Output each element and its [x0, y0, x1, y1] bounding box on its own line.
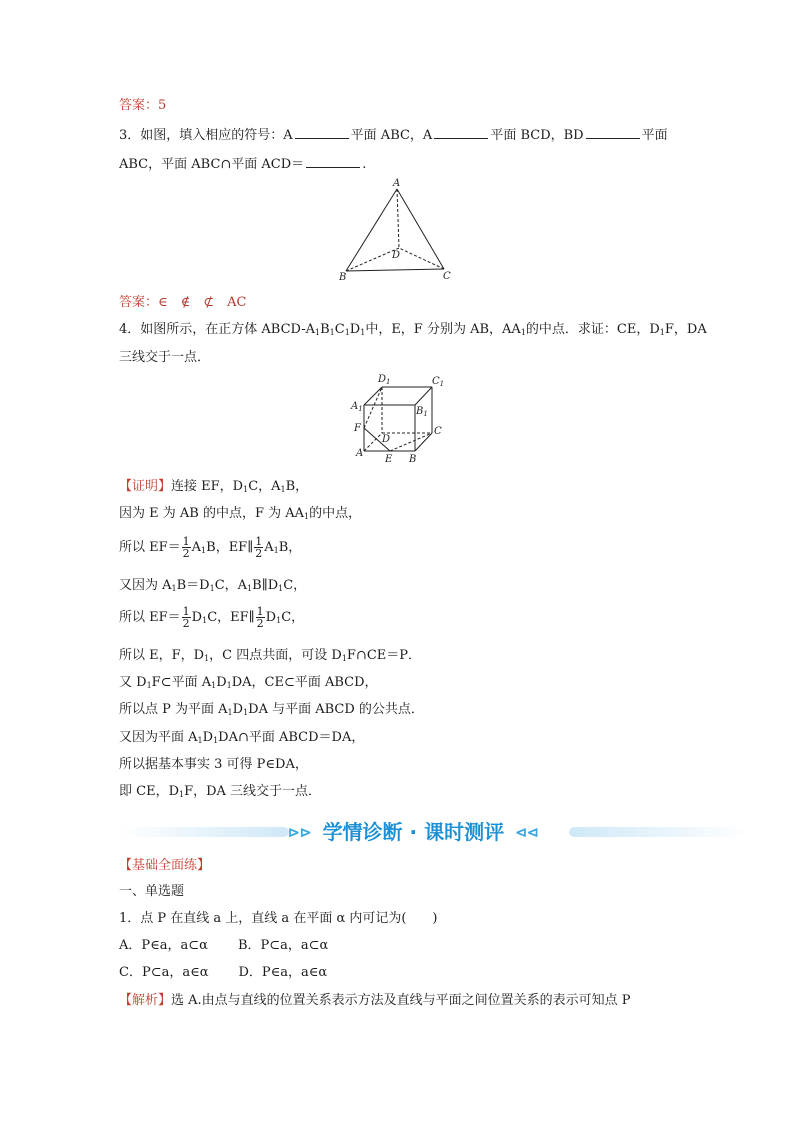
p2-t2: 的中点，	[309, 506, 362, 521]
q4-s5: 1	[344, 328, 350, 337]
proof-line-2	[119, 505, 361, 523]
q4-s7: 1	[360, 328, 366, 337]
fig4-label-d1: $D_1$	[378, 374, 391, 386]
answer-value: ∈ ∉ ⊄ AC	[158, 295, 247, 310]
q4-s11: 1	[659, 328, 665, 337]
p5-t1: D	[191, 610, 203, 625]
q4-line2: 三线交于一点．	[119, 350, 211, 365]
q3-text-c: 平面 BCD，BD	[490, 128, 584, 143]
analysis-text: 选 A.由点与直线的位置关系表示方法及直线与平面之间位置关系的表示可知点 P	[171, 993, 631, 1008]
fraction-half	[182, 536, 191, 559]
p5-t4: D	[265, 610, 277, 625]
frac-den: 2	[182, 547, 190, 560]
proof-line-1	[119, 478, 308, 496]
q3-line2	[119, 155, 366, 174]
p8-t4: DA 与平面 ABCD 的公共点．	[248, 702, 424, 717]
p6-t2: ，C 四点共面，可设 D	[209, 648, 342, 663]
proof-line-4	[119, 577, 306, 595]
p4-t4: C，A	[214, 578, 248, 593]
proof-line-6	[119, 647, 421, 665]
banner	[288, 818, 539, 846]
proof-line-8	[119, 701, 424, 719]
p7-s5: 1	[226, 681, 232, 690]
p7-s1: 1	[146, 681, 152, 690]
section-heading: 一、单选题	[119, 884, 185, 899]
p5-s5: 1	[276, 616, 282, 625]
frac-num: 1	[256, 605, 264, 618]
p8-s3: 1	[243, 708, 249, 717]
q4-t0: 4．如图所示，在正方体 ABCD-A	[119, 322, 315, 337]
frac-den: 2	[255, 547, 263, 560]
q3-blank-2	[434, 126, 488, 139]
fig3-label-b: B	[339, 272, 347, 283]
fig3-label-c: C	[443, 271, 451, 282]
p1-s3: 1	[280, 485, 286, 494]
banner-title: 学情诊断 · 课时测评	[322, 820, 505, 844]
p5-t6: C，	[281, 610, 305, 625]
p6-s3: 1	[341, 654, 347, 663]
option-d: D．P∈a，a∈α	[238, 965, 328, 980]
p8-t0: 所以点 P 为平面 A	[119, 702, 228, 717]
q4-s3: 1	[329, 328, 335, 337]
answer-label: 答案：	[119, 295, 159, 310]
p6-t4: F∩CE＝P．	[346, 648, 422, 663]
analysis	[119, 992, 631, 1010]
fraction-half	[254, 536, 263, 559]
cube-figure	[348, 372, 448, 464]
fig4-label-b1: $B_1$	[416, 406, 428, 418]
p4-s7: 1	[278, 584, 284, 593]
question-1: 1．点 P 在直线 a 上，直线 a 在平面 α 内可记为( )	[119, 911, 438, 926]
options-row-2	[119, 964, 327, 982]
p8-s1: 1	[227, 708, 233, 717]
frac-num: 1	[182, 605, 190, 618]
option-b: B．P⊂a，a⊂α	[237, 938, 329, 953]
p1-t2: C，A	[248, 479, 281, 494]
p11-t2: F，DA 三线交于一点．	[184, 784, 322, 799]
p4-t6: B∥D	[252, 578, 279, 593]
p7-t4: D	[216, 675, 227, 690]
p11-s1: 1	[179, 790, 185, 799]
p5-s2: 1	[202, 616, 208, 625]
fig4-label-a: A	[356, 448, 364, 459]
p5-t0: 所以 EF＝	[119, 610, 181, 625]
analysis-tag: 【解析】	[119, 993, 172, 1008]
frac-num: 1	[182, 535, 190, 548]
p4-s1: 1	[171, 584, 177, 593]
p4-t2: B＝D	[176, 578, 210, 593]
answer-q3	[119, 294, 247, 312]
frac-den: 2	[256, 617, 264, 630]
p7-s3: 1	[211, 681, 217, 690]
fig4-label-c1: $C_1$	[432, 376, 445, 388]
q3-line1	[119, 126, 668, 145]
q3-blank-3	[586, 126, 640, 139]
answer-value: 5	[158, 98, 167, 113]
q4-t8: 中，E，F 分别为 AB，AA	[365, 322, 521, 337]
options-row-1	[119, 937, 328, 955]
p7-t0: 又 D	[119, 675, 147, 690]
fraction-half	[256, 606, 265, 629]
p3-s2: 1	[201, 546, 207, 555]
proof-line-9	[119, 729, 364, 747]
fig4-label-d: D	[382, 434, 391, 445]
proof-line-3	[119, 535, 301, 561]
answer-prev	[119, 97, 166, 115]
banner-left-arrow-icon: ⊳⊳	[288, 825, 312, 841]
q3-blank-4	[306, 155, 360, 168]
fig4-label-f: F	[354, 423, 361, 434]
q3-text-b: 平面 ABC，A	[350, 128, 433, 143]
frac-den: 2	[182, 617, 190, 630]
banner-right-arrow-icon: ⊲⊲	[515, 825, 539, 841]
q3-blank-1	[295, 126, 349, 139]
q4-t10: 的中点．求证：CE，D	[525, 322, 660, 337]
p5-t3: C，EF∥	[207, 610, 255, 625]
p3-t3: B，EF∥	[206, 540, 254, 555]
tetrahedron-figure	[336, 176, 456, 286]
p4-t0: 又因为 A	[119, 578, 172, 593]
q4-s9: 1	[520, 328, 526, 337]
q3-text-a: 3．如图，填入相应的符号：A	[119, 128, 293, 143]
p9-t4: DA∩平面 ABCD＝DA，	[218, 730, 365, 745]
p11-t0: 即 CE，D	[119, 784, 179, 799]
p3-t0: 所以 EF＝	[119, 540, 181, 555]
option-a: A．P∈a，a⊂α	[119, 938, 208, 953]
q4-t12: F，DA	[664, 322, 707, 337]
p3-t4: A	[264, 540, 274, 555]
p6-t0: 所以 E，F，D	[119, 648, 205, 663]
proof-line-11	[119, 783, 321, 801]
fig4-label-a1: $A_1$	[351, 401, 363, 413]
p7-t2: F⊂平面 A	[151, 675, 212, 690]
proof-tag: 【证明】	[119, 479, 172, 494]
p1-s1: 1	[243, 485, 249, 494]
p3-t6: B，	[278, 540, 302, 555]
p7-t6: DA，CE⊂平面 ABCD，	[231, 675, 378, 690]
q4-line1	[119, 321, 707, 339]
p1-t4: B，	[285, 479, 309, 494]
p4-s3: 1	[209, 584, 215, 593]
fig4-label-e: E	[385, 454, 393, 464]
q4-t2: B	[320, 322, 330, 337]
p9-s1: 1	[197, 736, 203, 745]
p6-s1: 1	[204, 654, 210, 663]
section-tag: 【基础全面练】	[119, 858, 211, 873]
p4-s5: 1	[247, 584, 253, 593]
p2-t0: 因为 E 为 AB 的中点，F 为 AA	[119, 506, 305, 521]
proof-line-5	[119, 605, 304, 631]
p9-t2: D	[202, 730, 214, 745]
q3-text-f: .	[362, 157, 367, 172]
p2-s1: 1	[304, 512, 310, 521]
q4-t6: D	[349, 322, 361, 337]
frac-num: 1	[255, 535, 263, 548]
q4-s1: 1	[314, 328, 321, 337]
p8-t2: D	[232, 702, 244, 717]
p1-t0: 连接 EF，D	[171, 479, 244, 494]
proof-line-7	[119, 674, 378, 692]
p4-t8: C，	[283, 578, 307, 593]
q3-text-d: 平面	[641, 128, 668, 143]
option-c: C．P⊂a，a∈α	[119, 965, 209, 980]
p3-s5: 1	[273, 546, 279, 555]
fig4-label-c: C	[434, 426, 442, 437]
p9-t0: 又因为平面 A	[119, 730, 198, 745]
proof-line-10: 所以据基本事实 3 可得 P∈DA，	[119, 757, 308, 772]
answer-label: 答案：	[119, 98, 159, 113]
fig4-label-b: B	[409, 454, 417, 464]
p3-t1: A	[191, 540, 202, 555]
fraction-half	[182, 606, 191, 629]
p9-s3: 1	[213, 736, 219, 745]
q4-t4: C	[334, 322, 345, 337]
fig3-label-a: A	[393, 178, 401, 189]
fig3-label-d: D	[392, 250, 401, 261]
q3-text-e: ABC，平面 ABC∩平面 ACD＝	[119, 157, 305, 172]
